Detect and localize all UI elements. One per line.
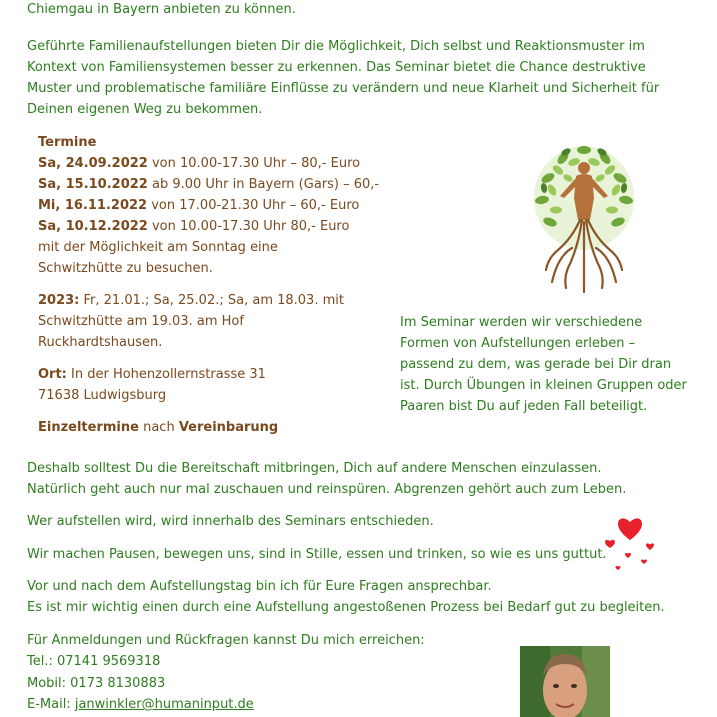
year-rest: Fr, 21.01.; Sa, 25.02.; Sa, am 18.03. mit <box>79 293 344 308</box>
termine-block <box>38 132 388 438</box>
date-day: Mi, 16.11.2022 <box>38 198 148 213</box>
termine-heading: Termine <box>38 135 97 150</box>
date-rest: von 17.00-21.30 Uhr – 60,- Euro <box>147 198 360 213</box>
einzel-mid: nach <box>138 420 179 435</box>
pausen-line: Wir machen Pausen, bewegen uns, sind in Stille, essen und trinken, so wie es uns guttut. <box>27 547 607 562</box>
date-line-4 <box>38 216 388 237</box>
year-label: 2023: <box>38 293 80 308</box>
ort-label: Ort: <box>38 367 67 382</box>
bereitschaft-line-2: Natürlich geht auch nur mal zuschauen und reinspüren. Abgrenzen gehört auch zum Leben. <box>27 482 627 497</box>
fragen-line-1: Vor und nach dem Aufstellungstag bin ich für Eure Fragen ansprechbar. <box>27 579 492 594</box>
seminar-forms-paragraph: Im Seminar werden wir verschiedene Formen von Aufstellungen erleben – passend zu dem, was gerade bei Dir dran ist. Durch Übungen in kleinen Gruppen oder Paaren bist Du auf jeden Fall beteiligt. <box>400 315 687 414</box>
email-link[interactable]: janwinkler@humaninput.de <box>74 697 254 712</box>
contact-intro: Für Anmeldungen und Rückfragen kannst Du mich erreichen: <box>27 633 425 648</box>
hearts-icon <box>598 512 662 576</box>
einzeltermine-line <box>38 417 388 438</box>
contact-mobil: Mobil: 0173 8130883 <box>27 676 166 691</box>
date-rest: von 10.00-17.30 Uhr – 80,- Euro <box>147 156 361 171</box>
date-line-1 <box>38 153 388 174</box>
bereitschaft-line-1: Deshalb solltest Du die Bereitschaft mitbringen, Dich auf andere Menschen einzulassen. <box>27 461 602 476</box>
sweat-line-1: mit der Möglichkeit am Sonntag eine <box>38 240 278 255</box>
sweat-line-2: Schwitzhütte zu besuchen. <box>38 261 213 276</box>
year-2023-line-3: Ruckhardtshausen. <box>38 335 163 350</box>
contact-tel: Tel.: 07141 9569318 <box>27 654 161 669</box>
aufstellen-line: Wer aufstellen wird, wird innerhalb des Seminars entschieden. <box>27 514 434 529</box>
date-day: Sa, 24.09.2022 <box>38 156 148 171</box>
intro-tail-text: Chiemgau in Bayern anbieten zu können. <box>27 2 296 17</box>
einzel-label: Einzeltermine <box>38 420 139 435</box>
intro-paragraph: Geführte Familienaufstellungen bieten Dir die Möglichkeit, Dich selbst und Reaktionsmuster im Kontext von Familiensystemen besser zu erkennen. Das Seminar bietet die Chance destruktive Muster und problematische familiäre Einflüsse zu verändern und neue Klarheit und Sicherheit für Deinen eigenen Weg zu bekommen. <box>27 39 660 117</box>
date-rest: ab 9.00 Uhr in Bayern (Gars) – 60,- <box>147 177 380 192</box>
ort-address: In der Hohenzollernstrasse 31 <box>66 367 266 382</box>
date-day: Sa, 10.12.2022 <box>38 219 148 234</box>
year-2023-line-1 <box>38 290 388 311</box>
email-label: E-Mail: <box>27 697 75 712</box>
tree-of-life-icon <box>528 138 640 298</box>
ort-line-1 <box>38 364 388 385</box>
einzel-end: Vereinbarung <box>178 420 279 435</box>
fragen-line-2: Es ist mir wichtig einen durch eine Aufstellung angestoßenen Prozess bei Bedarf gut zu begleiten. <box>27 600 665 615</box>
date-rest: von 10.00-17.30 Uhr 80,- Euro <box>147 219 350 234</box>
date-line-2 <box>38 174 388 195</box>
portrait-photo <box>520 646 610 717</box>
date-day: Sa, 15.10.2022 <box>38 177 148 192</box>
ort-line-2: 71638 Ludwigsburg <box>38 388 167 403</box>
date-line-3 <box>38 195 388 216</box>
year-2023-line-2: Schwitzhütte am 19.03. am Hof <box>38 314 244 329</box>
